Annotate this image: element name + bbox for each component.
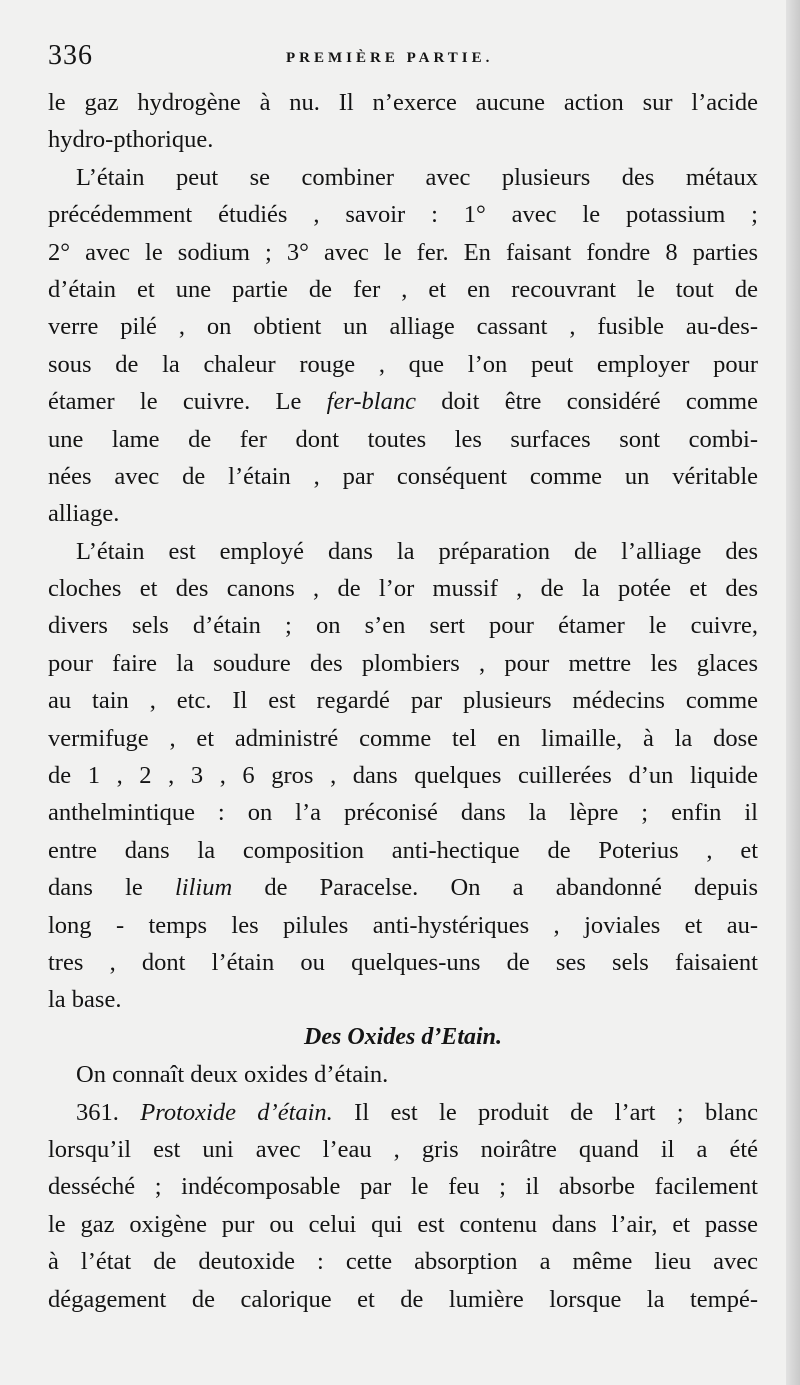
text-line: cloches et des canons , de l’or mussif , de la potée et des <box>48 575 758 603</box>
text-line: à l’état de deutoxide : cette absorption a même lieu avec <box>48 1248 758 1276</box>
italic-term-protoxide: Protoxide d’étain. <box>140 1098 333 1126</box>
text-line: alliage. <box>48 500 120 528</box>
text-line: dégagement de calorique et de lumière lorsque la tempé- <box>48 1285 758 1313</box>
text-line: précédemment étudiés , savoir : 1° avec le potassium ; <box>48 201 758 229</box>
text-line: tres , dont l’étain ou quelques-uns de ses sels faisaient <box>48 948 758 976</box>
text-segment: Il est le produit de l’art ; blanc <box>332 1098 758 1126</box>
text-segment: de Paracelse. On a abandonné depuis <box>232 874 758 902</box>
text-line: vermifuge , et administré comme tel en limaille, à la dose <box>48 724 758 752</box>
text-line: long - temps les pilules anti-hystériques , joviales et au- <box>48 911 758 939</box>
text-segment: étamer le cuivre. Le <box>48 388 327 416</box>
text-line: le gaz oxigène pur ou celui qui est contenu dans l’air, et passe <box>48 1210 758 1238</box>
text-line: hydro-pthorique. <box>48 126 214 154</box>
text-line: anthelmintique : on l’a préconisé dans la lèpre ; enfin il <box>48 799 758 827</box>
italic-term-lilium: lilium <box>174 874 233 902</box>
text-segment: doit être considéré comme <box>416 388 758 416</box>
text-line: desséché ; indécomposable par le feu ; il absorbe facilement <box>48 1173 758 1201</box>
text-line: d’étain et une partie de fer , et en recouvrant le tout de <box>48 275 758 303</box>
text-line: le gaz hydrogène à nu. Il n’exerce aucune action sur l’acide <box>48 89 758 116</box>
text-line: lorsqu’il est uni avec l’eau , gris noirâtre quand il a été <box>48 1135 758 1163</box>
section-heading: Des Oxides d’Etain. <box>304 1023 502 1050</box>
page-number: 336 <box>48 40 93 71</box>
text-line: On connaît deux oxides d’étain. <box>76 1061 389 1089</box>
text-line <box>48 1094 758 1131</box>
text-line: de 1 , 2 , 3 , 6 gros , dans quelques cuillerées d’un liquide <box>48 762 758 790</box>
text-line <box>48 383 758 420</box>
italic-term-fer-blanc: fer-blanc <box>326 388 416 416</box>
text-line: au tain , etc. Il est regardé par plusieurs médecins comme <box>48 687 758 715</box>
text-line: 2° avec le sodium ; 3° avec le fer. En faisant fondre 8 parties <box>48 238 758 266</box>
text-line: la base. <box>48 986 122 1014</box>
text-line: entre dans la composition anti-hectique de Poterius , et <box>48 836 758 864</box>
text-line: divers sels d’étain ; on s’en sert pour étamer le cuivre, <box>48 612 758 640</box>
text-line: nées avec de l’étain , par conséquent comme un véritable <box>48 462 758 490</box>
text-line: verre pilé , on obtient un alliage cassant , fusible au-des- <box>48 313 758 341</box>
text-line <box>48 869 758 906</box>
page-edge-shadow <box>786 0 800 1385</box>
text-segment: dans le <box>48 874 175 902</box>
text-line: L’étain est employé dans la préparation de l’alliage des <box>76 537 758 565</box>
page-header <box>48 40 758 76</box>
body-text <box>48 84 758 1318</box>
text-line: L’étain peut se combiner avec plusieurs des métaux <box>76 163 758 191</box>
text-line: pour faire la soudure des plombiers , pour mettre les glaces <box>48 649 758 677</box>
article-number: 361. <box>76 1098 141 1126</box>
text-line: sous de la chaleur rouge , que l’on peut employer pour <box>48 350 758 378</box>
text-line: une lame de fer dont toutes les surfaces sont combi- <box>48 425 758 453</box>
running-head: PREMIÈRE PARTIE. <box>286 50 494 66</box>
